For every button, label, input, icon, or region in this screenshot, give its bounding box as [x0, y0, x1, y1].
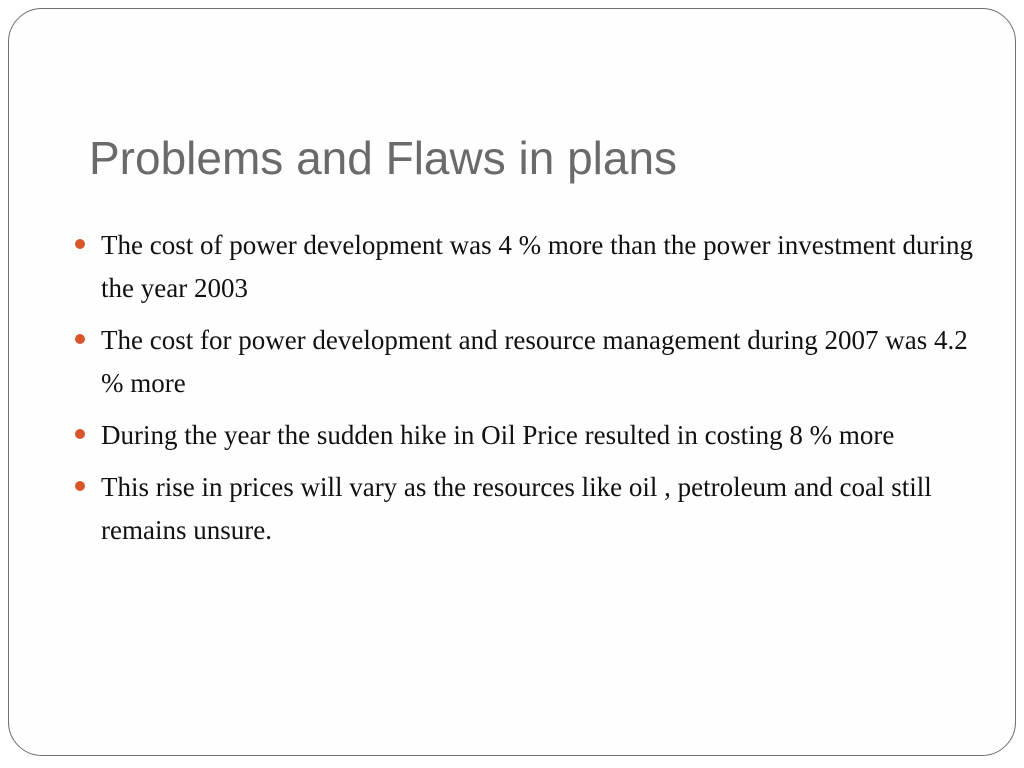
bullet-item — [69, 319, 979, 405]
bullet-text: The cost for power development and resource management during 2007 was 4.2 % more — [101, 325, 968, 398]
bullet-text: The cost of power development was 4 % more than the power investment during the year 2003 — [101, 230, 974, 303]
slide-title: Problems and Flaws in plans — [89, 132, 678, 184]
bullet-list — [69, 224, 979, 561]
bullet-item — [69, 224, 979, 310]
bullet-text: This rise in prices will vary as the resources like oil , petroleum and coal still remains unsure. — [101, 472, 932, 545]
bullet-dot-icon — [75, 334, 85, 344]
bullet-dot-icon — [75, 239, 85, 249]
bullet-item — [69, 466, 979, 552]
bullet-item — [69, 414, 979, 457]
bullet-dot-icon — [75, 481, 85, 491]
bullet-dot-icon — [75, 429, 85, 439]
bullet-text: During the year the sudden hike in Oil Price resulted in costing 8 % more — [101, 420, 895, 450]
slide-frame — [8, 8, 1016, 756]
